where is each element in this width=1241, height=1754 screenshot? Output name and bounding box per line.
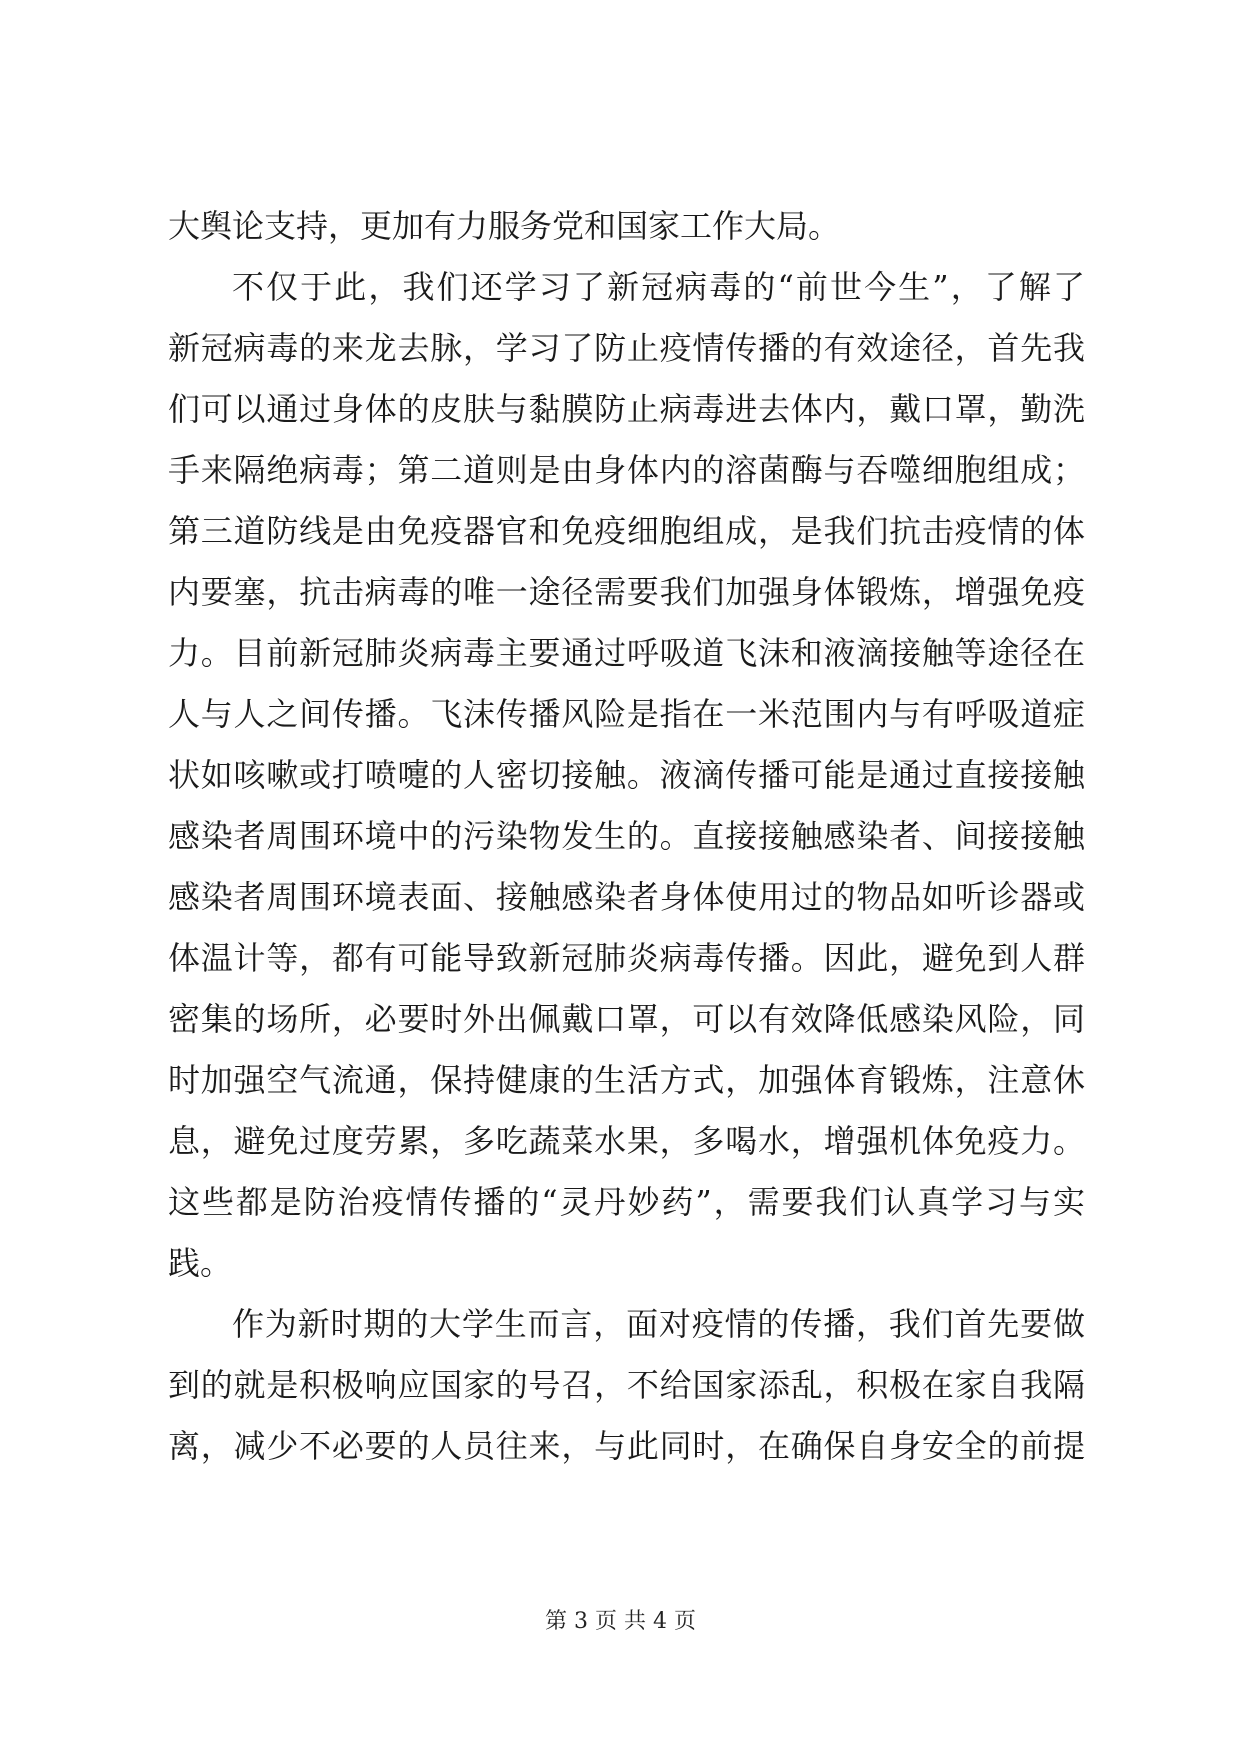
text-line: 离，减少不必要的人员往来，与此同时，在确保自身安全的前提: [168, 1427, 1085, 1465]
text-line: 们可以通过身体的皮肤与黏膜防止病毒进去体内，戴口罩，勤洗: [168, 390, 1085, 428]
text-line: 感染者周围环境表面、接触感染者身体使用过的物品如听诊器或: [168, 878, 1085, 916]
text-line: 感染者周围环境中的污染物发生的。直接接触感染者、间接接触: [168, 817, 1085, 855]
text-line: 践。: [168, 1244, 233, 1282]
text-line: 密集的场所，必要时外出佩戴口罩，可以有效降低感染风险，同: [168, 1000, 1085, 1038]
text-line: 力。目前新冠肺炎病毒主要通过呼吸道飞沫和液滴接触等途径在: [168, 634, 1085, 672]
text-line: 息，避免过度劳累，多吃蔬菜水果，多喝水，增强机体免疫力。: [168, 1122, 1085, 1160]
text-line: 状如咳嗽或打喷嚏的人密切接触。液滴传播可能是通过直接接触: [168, 756, 1085, 794]
text-line: 第三道防线是由免疫器官和免疫细胞组成，是我们抗击疫情的体: [168, 512, 1085, 550]
text-line: 新冠病毒的来龙去脉，学习了防止疫情传播的有效途径，首先我: [168, 329, 1085, 367]
text-line: 体温计等，都有可能导致新冠肺炎病毒传播。因此，避免到人群: [168, 939, 1085, 977]
text-line: 大舆论支持，更加有力服务党和国家工作大局。: [168, 207, 841, 245]
text-line: 内要塞，抗击病毒的唯一途径需要我们加强身体锻炼，增强免疫: [168, 573, 1085, 611]
text-line: 这些都是防治疫情传播的“灵丹妙药”，需要我们认真学习与实: [168, 1183, 1085, 1221]
page-number-footer: 第 3 页 共 4 页: [545, 1609, 696, 1634]
text-line: 手来隔绝病毒；第二道则是由身体内的溶菌酶与吞噬细胞组成；: [168, 451, 1085, 489]
text-line: 到的就是积极响应国家的号召，不给国家添乱，积极在家自我隔: [168, 1366, 1085, 1404]
text-line: 作为新时期的大学生而言，面对疫情的传播，我们首先要做: [232, 1305, 1085, 1343]
text-line: 时加强空气流通，保持健康的生活方式，加强体育锻炼，注意休: [168, 1061, 1085, 1099]
text-line: 不仅于此，我们还学习了新冠病毒的“前世今生”，了解了: [232, 268, 1085, 306]
text-line: 人与人之间传播。飞沫传播风险是指在一米范围内与有呼吸道症: [168, 695, 1085, 733]
